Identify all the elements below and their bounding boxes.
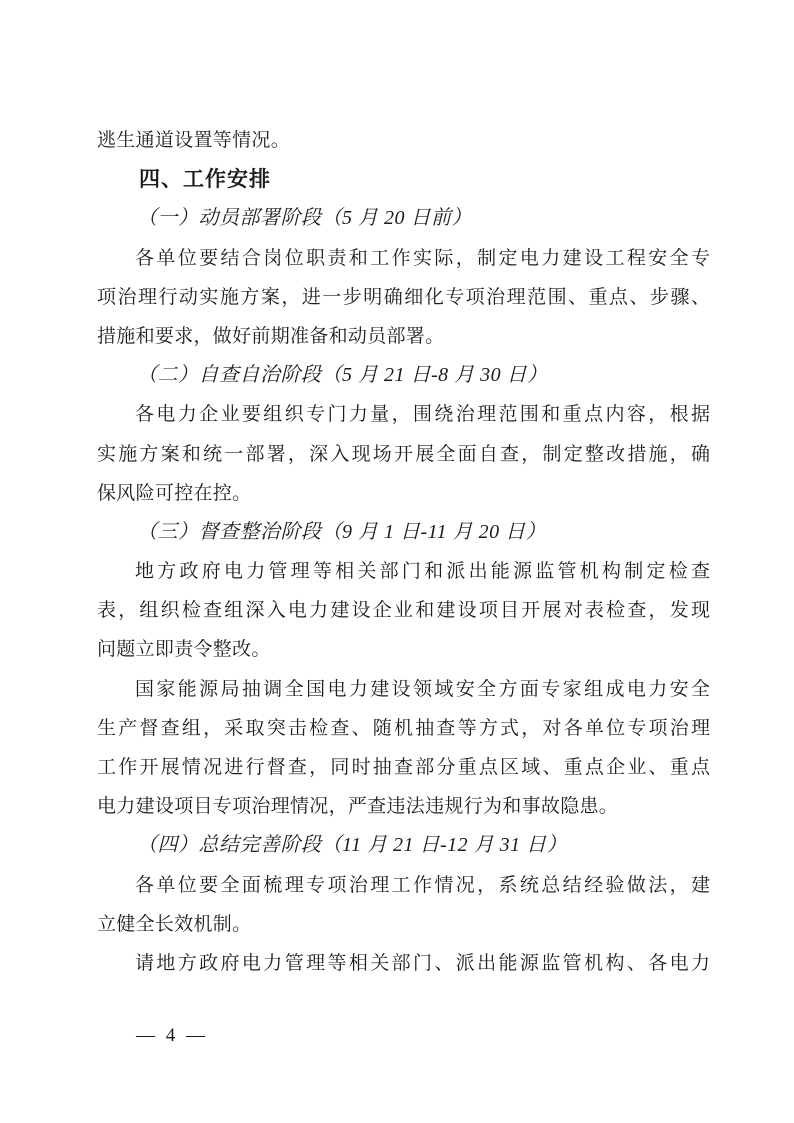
text-line: 表，组织检查组深入电力建设企业和建设项目开展对表检查，发现 bbox=[97, 600, 710, 622]
text-line: 地方政府电力管理等相关部门和派出能源监管机构制定检查 bbox=[135, 561, 710, 583]
stage-heading-4: （四）总结完善阶段（11 月 21 日-12 月 31 日） bbox=[137, 834, 568, 857]
text-line: 保风险可控在控。 bbox=[97, 482, 252, 504]
stage-heading-3: （三）督查整治阶段（9 月 1 日-11 月 20 日） bbox=[137, 520, 547, 543]
text-line: 各单位要全面梳理专项治理工作情况，系统总结经验做法，建 bbox=[135, 874, 710, 896]
page-number: — 4 — bbox=[136, 1025, 208, 1046]
text-line: 国家能源局抽调全国电力建设领域安全方面专家组成电力安全 bbox=[135, 678, 710, 700]
stage-heading-2: （二）自查自治阶段（5 月 21 日-8 月 30 日） bbox=[137, 364, 548, 387]
text-line: 请地方政府电力管理等相关部门、派出能源监管机构、各电力 bbox=[135, 952, 710, 974]
document-body bbox=[97, 121, 710, 983]
text-line: 立健全长效机制。 bbox=[97, 913, 252, 935]
text-line: 实施方案和统一部署，深入现场开展全面自查，制定整改措施，确 bbox=[97, 443, 710, 465]
text-line: 逃生通道设置等情况。 bbox=[97, 130, 291, 151]
section-heading: 四、工作安排 bbox=[139, 168, 271, 192]
text-line: 各电力企业要组织专门力量，围绕治理范围和重点内容，根据 bbox=[135, 404, 710, 426]
text-line: 各单位要结合岗位职责和工作实际，制定电力建设工程安全专 bbox=[135, 247, 710, 269]
text-line: 项治理行动实施方案，进一步明确细化专项治理范围、重点、步骤、 bbox=[97, 286, 710, 308]
text-line: 问题立即责令整改。 bbox=[97, 639, 271, 661]
text-line: 措施和要求，做好前期准备和动员部署。 bbox=[97, 325, 445, 347]
text-line: 工作开展情况进行督查，同时抽查部分重点区域、重点企业、重点 bbox=[97, 757, 710, 778]
stage-heading-1: （一）动员部署阶段（5 月 20 日前） bbox=[137, 207, 472, 230]
text-line: 电力建设项目专项治理情况，严查违法违规行为和事故隐患。 bbox=[97, 796, 619, 818]
text-line: 生产督查组，采取突击检查、随机抽查等方式，对各单位专项治理 bbox=[97, 717, 710, 739]
